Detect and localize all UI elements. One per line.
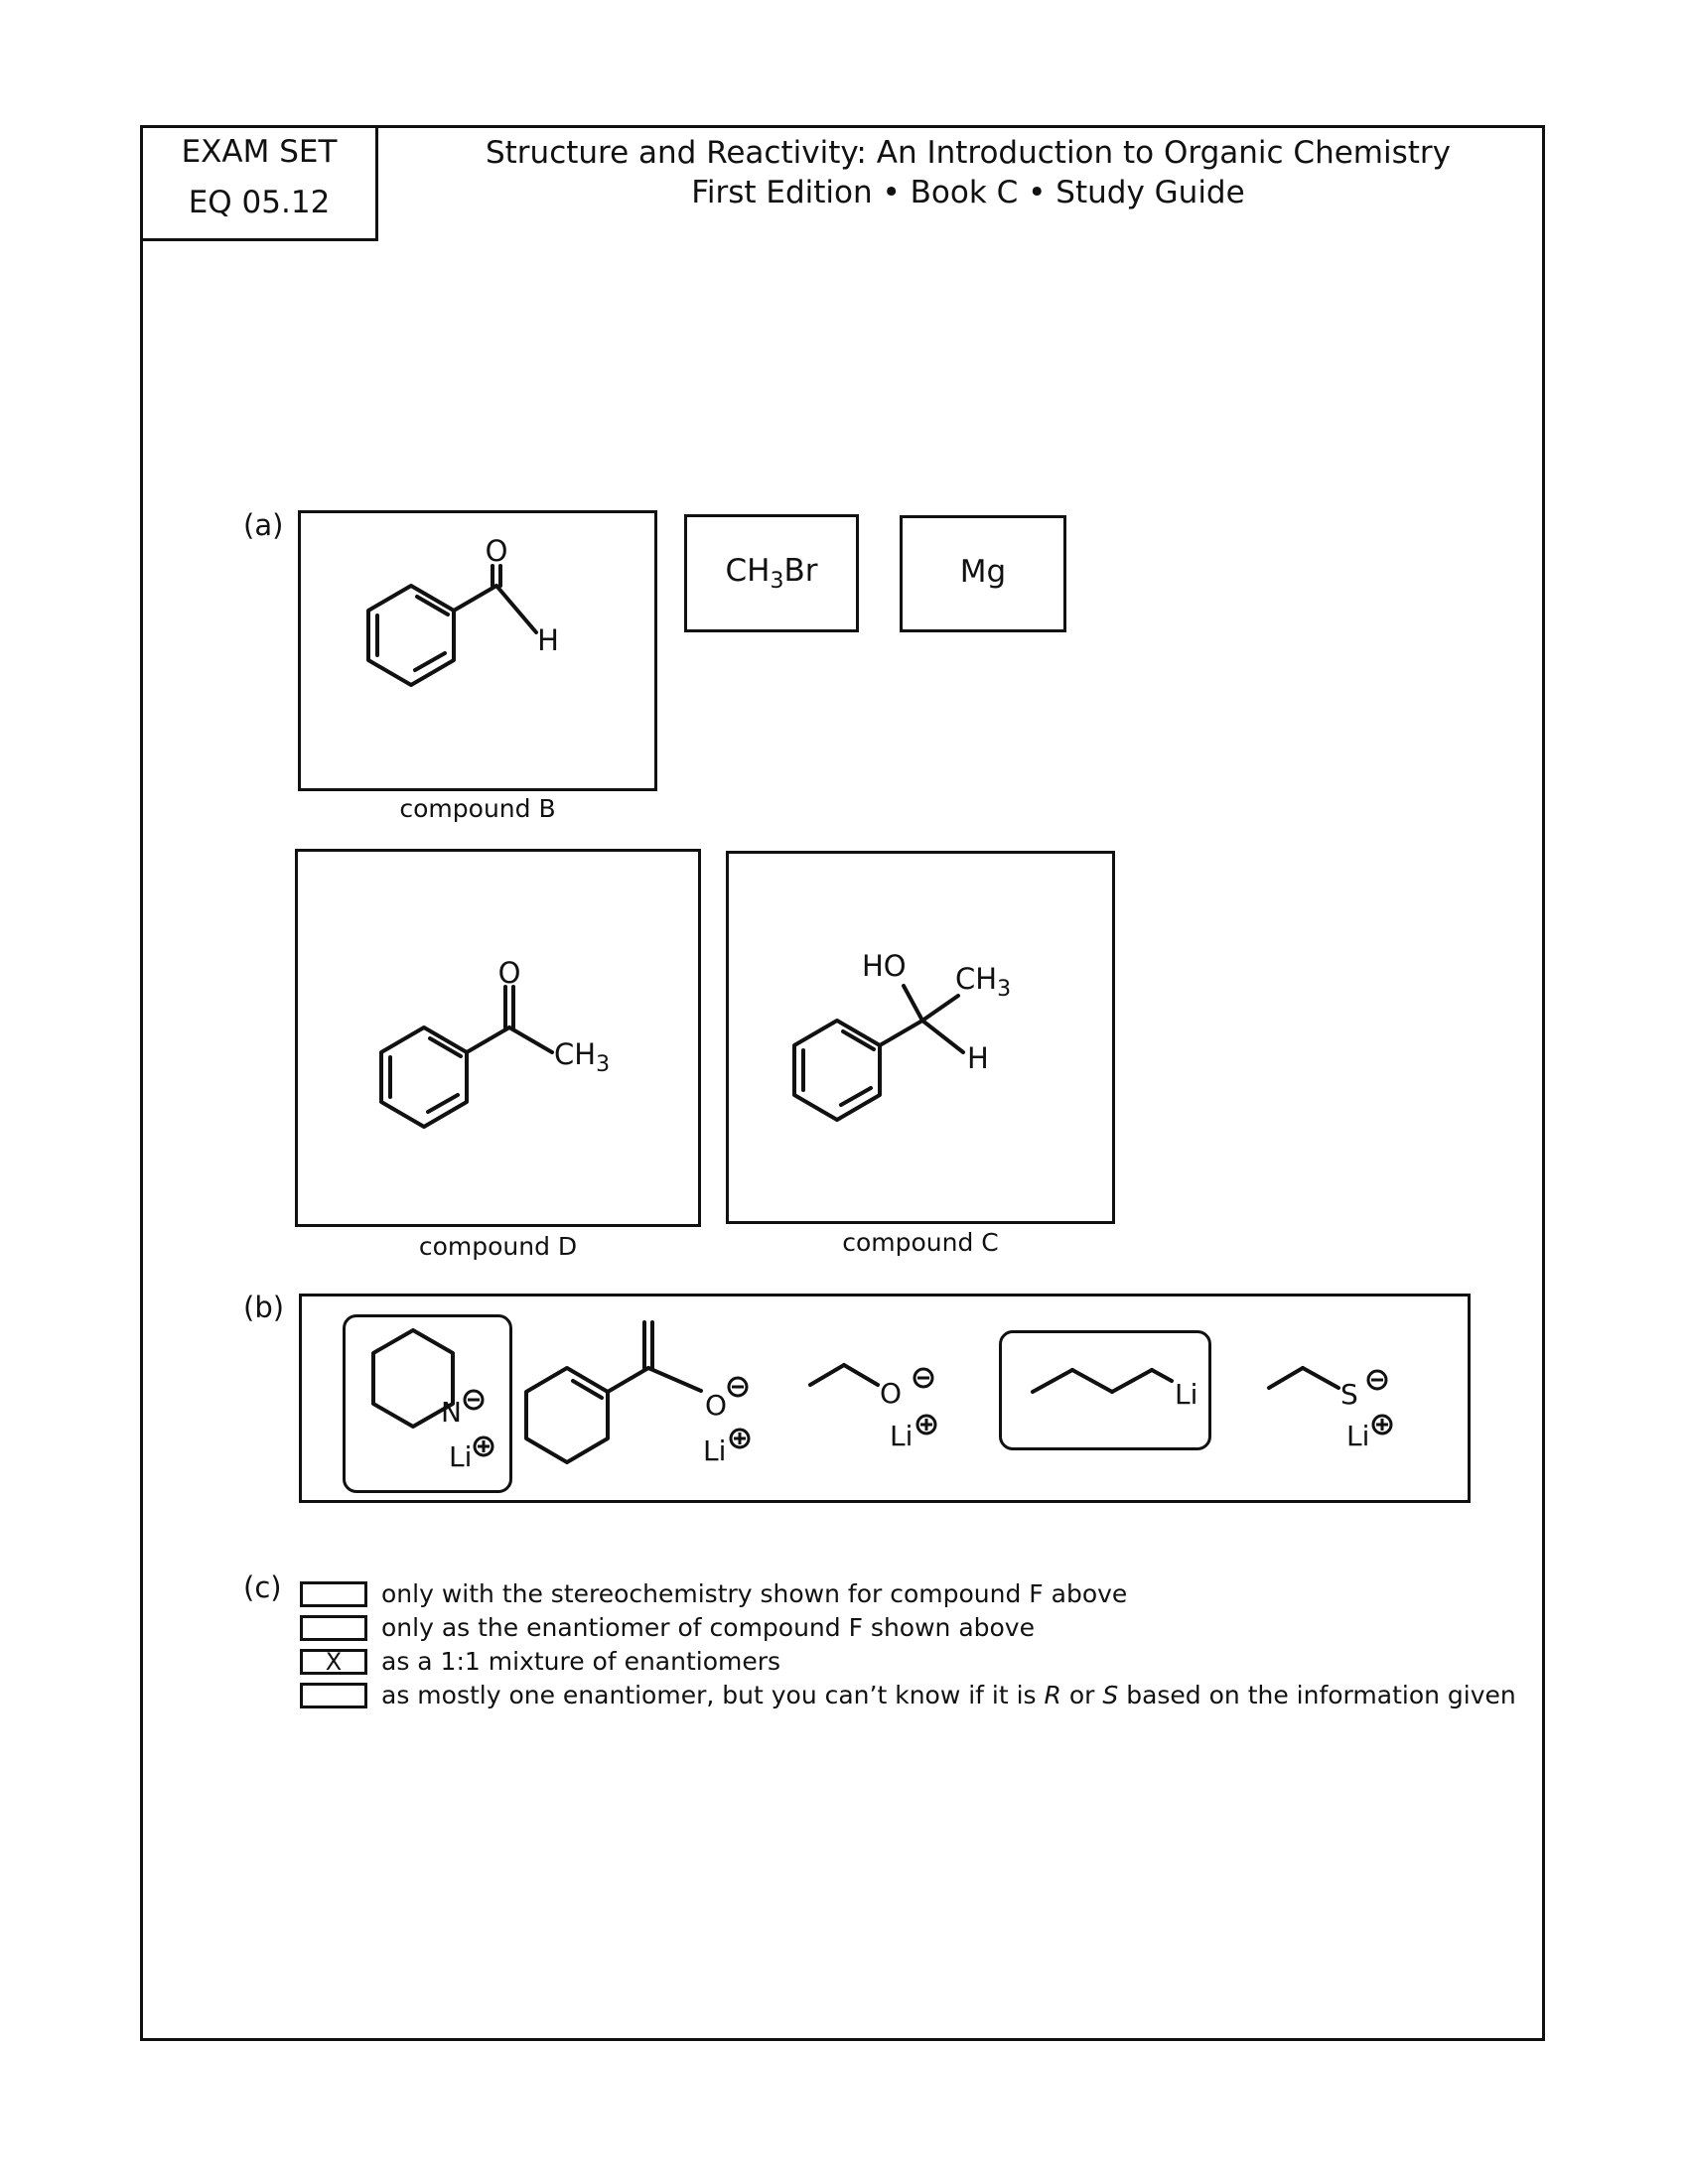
exam-set-label: EXAM SET (181, 134, 338, 170)
plus-charge-icon (917, 1416, 935, 1433)
butyllithium-atom-li: Li (1175, 1378, 1198, 1411)
compound-d-caption: compound D (418, 1232, 578, 1261)
compound-b-structure (368, 566, 536, 685)
compound-c-caption: compound C (842, 1228, 999, 1257)
option-checkbox-checked[interactable]: X (300, 1649, 367, 1675)
page-subtitle: First Edition • Book C • Study Guide (691, 175, 1245, 210)
enolate-atom-li: Li (703, 1434, 727, 1467)
page-title: Structure and Reactivity: An Introduction to Organic Chemistry (485, 135, 1452, 171)
reagent-mg: Mg (959, 554, 1007, 590)
compound-d-atom-o: O (497, 956, 521, 990)
option-text: as mostly one enantiomer, but you can’t know if it is R or S based on the information given (381, 1681, 1516, 1709)
ethanethiolate-structure (1269, 1368, 1338, 1388)
compound-c-atom-h: H (967, 1041, 989, 1075)
compound-d-methyl: $CH_3$ (554, 1037, 611, 1077)
thiolate-atom-s: S (1340, 1378, 1358, 1411)
part-c-label: (c) (243, 1570, 282, 1604)
minus-charge-icon (729, 1378, 747, 1396)
ethoxide-structure (810, 1365, 878, 1385)
part-a-label: (a) (243, 508, 284, 542)
option-checkbox[interactable] (300, 1615, 367, 1641)
enolate-atom-o: O (705, 1389, 728, 1422)
option-text: as a 1:1 mixture of enantiomers (381, 1647, 781, 1676)
compound-b-atom-o: O (485, 534, 508, 568)
compound-b-caption: compound B (399, 794, 556, 823)
option-text: only as the enantiomer of compound F shown above (381, 1613, 1035, 1642)
piperidide-atom-n: N (441, 1396, 462, 1429)
ethoxide-atom-o: O (880, 1377, 903, 1410)
compound-c-hydroxyl: HO (862, 949, 907, 983)
cyclohexenyl-enolate-structure (526, 1322, 701, 1462)
option-checkbox[interactable] (300, 1581, 367, 1607)
reagent-ch3br: $CH_3Br$ (725, 553, 818, 595)
exam-code: EQ 05.12 (188, 185, 331, 220)
compound-c-structure (794, 986, 963, 1120)
plus-charge-icon (475, 1437, 492, 1455)
plus-charge-icon (1373, 1416, 1391, 1433)
piperidide-atom-li: Li (449, 1440, 473, 1473)
minus-charge-icon (465, 1391, 483, 1409)
minus-charge-icon (1368, 1371, 1386, 1389)
part-b-label: (b) (243, 1291, 285, 1324)
compound-b-atom-h: H (537, 623, 559, 657)
option-text: only with the stereochemistry shown for compound F above (381, 1579, 1128, 1608)
compound-d-structure (381, 987, 552, 1127)
ethoxide-atom-li: Li (890, 1420, 914, 1452)
minus-charge-icon (914, 1369, 932, 1387)
option-checkbox[interactable] (300, 1683, 367, 1708)
butyllithium-structure (1033, 1370, 1172, 1392)
thiolate-atom-li: Li (1346, 1420, 1370, 1452)
compound-c-methyl: $CH_3$ (955, 962, 1012, 1002)
plus-charge-icon (731, 1430, 749, 1447)
